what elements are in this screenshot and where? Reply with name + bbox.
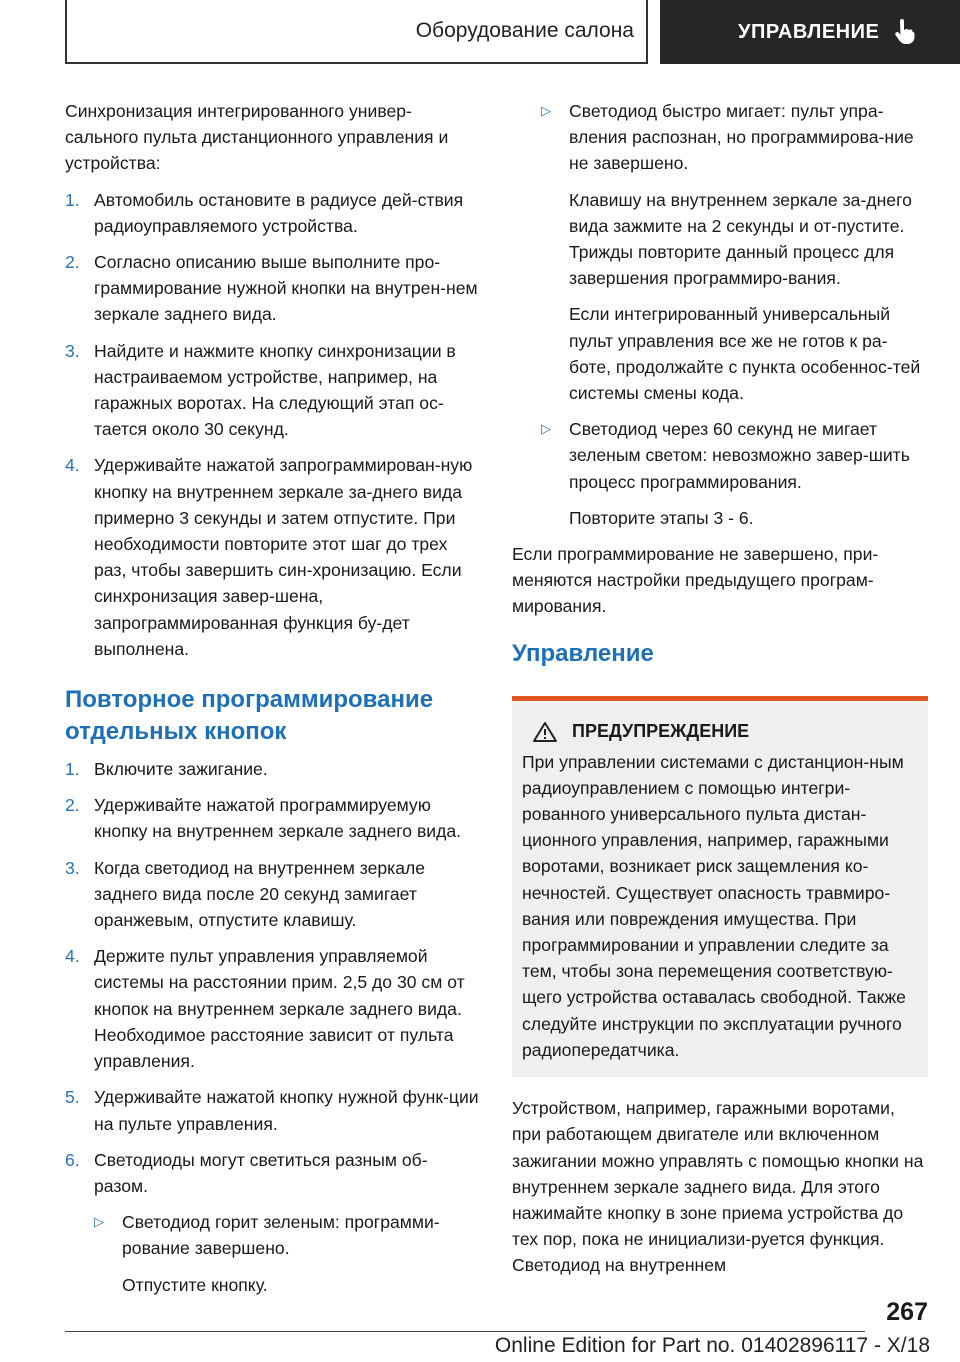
not-completed-paragraph: Если программирование не завершено, при-меняются настройки предыдущего програм-мирования.	[512, 544, 879, 617]
sub-item-no-blink: ▷ Светодиод через 60 секунд не мигает зеленым светом: невозможно завер-шить процесс программирования.	[541, 416, 928, 495]
section-heading-reprogramming: Повторное программирование отдельных кнопок	[65, 686, 434, 746]
triangle-bullet-icon: ▷	[541, 421, 551, 437]
list-item: 4. Удерживайте нажатой запрограммирован-ную кнопку на внутреннем зеркале за-днего вида примерно 3 секунды и затем отпустите. При необходимости повторите этот шаг до трех раз, чтобы завершить син-хронизацию. Если синхронизация завер-шена, запрограммированная функция бу-дет выполнена.	[65, 455, 473, 659]
sub-item-fast-blink-note: Если интегрированный универсальный пульт управления все же не готов к ра-боте, продолжайте с пункта особеннос-тей системы смены кода.	[569, 304, 921, 404]
list-item: 3. Когда светодиод на внутреннем зеркале заднего вида после 20 секунд замигает оранжевым, отпустите клавишу.	[65, 857, 426, 931]
step-6-substeps	[65, 1209, 480, 1298]
sub-item-green: ▷ Светодиод горит зеленым: программи-рование завершено.	[94, 1209, 480, 1261]
sub-item-no-blink-action: Повторите этапы 3 - 6.	[569, 507, 754, 528]
list-item: 5. Удерживайте нажатой кнопку нужной функ-ции на пульте управления.	[65, 1087, 479, 1134]
left-column	[65, 98, 480, 1308]
warning-header	[532, 721, 918, 743]
sub-item-fast-blink-action: Клавишу на внутреннем зеркале за-днего вида зажмите на 2 секунды и от-пустите. Трижды повторите данный процесс для завершения программиро-вания.	[569, 189, 912, 289]
list-item: 1. Включите зажигание.	[65, 759, 268, 780]
list-item: 4. Держите пульт управления управляемой системы на расстоянии прим. 2,5 до 30 см от кнопок на внутреннем зеркале заднего вида. Необходимое расстояние зависит от пульта управления.	[65, 946, 465, 1072]
step-6-substeps-continued	[512, 98, 928, 531]
triangle-bullet-icon: ▷	[541, 103, 551, 118]
chapter-tab[interactable]	[660, 0, 960, 64]
reprogram-steps-list	[65, 756, 480, 1199]
intro-paragraph: Синхронизация интегрированного универ-сального пульта дистанционного управления и устройства:	[65, 101, 449, 174]
sub-item-fast-blink: ▷ Светодиод быстро мигает: пульт упра-вления распознан, но программирова-ние не завершено.	[541, 98, 928, 177]
edition-footer: Online Edition for Part no. 01402896117 - X/18	[494, 1334, 930, 1357]
sub-item-green-action: Отпустите кнопку.	[122, 1274, 268, 1295]
page-number: 267	[886, 1298, 928, 1326]
warning-text: При управлении системами с дистанцион-ным радиоуправлением с помощью интегри-рованного универсального пульта дистан-ционного управления, например, гаражными воротами, возникает риск защемления ко-нечностей. Существует опасность травмиро-вания или повреждения имущества. При программировании и управлении следите за тем, чтобы зона перемещения соответствую-щего устройства оставалась свободной. Также следуйте инструкции по эксплуатации ручного радиопередатчика.	[522, 751, 906, 1060]
warning-box	[512, 696, 928, 1077]
triangle-bullet-icon: ▷	[94, 1214, 104, 1230]
list-item: 1. Автомобиль остановите в радиусе дей-ствия радиоуправляемого устройства.	[65, 189, 464, 236]
footer-divider	[65, 1331, 865, 1332]
list-item: 2. Удерживайте нажатой программируемую кнопку на внутреннем зеркале заднего вида.	[65, 795, 462, 842]
section-heading-operation: Управление	[512, 639, 654, 667]
list-item: 3. Найдите и нажмите кнопку синхронизации в настраиваемом устройстве, например, на гаражных воротах. На следующий этап ос-тается около 30 секунд.	[65, 340, 456, 440]
page-header	[0, 0, 960, 66]
warning-title: ПРЕДУПРЕЖДЕНИЕ	[572, 721, 750, 742]
hand-pointer-icon	[893, 19, 917, 45]
section-title: Оборудование салона	[415, 19, 634, 42]
warning-triangle-icon	[532, 721, 558, 743]
section-tab[interactable]	[65, 0, 648, 64]
list-item: 2. Согласно описанию выше выполните про-граммирование нужной кнопки на внутрен-нем зеркале заднего вида.	[65, 252, 478, 325]
chapter-title: УПРАВЛЕНИЕ	[738, 20, 880, 43]
operation-paragraph: Устройством, например, гаражными воротами, при работающем двигателе или включенном зажигании можно управлять с помощью кнопки на внутреннем зеркале заднего вида. Для этого нажимайте кнопку в зоне приема устройства до тех пор, пока не инициализи-руется функция. Светодиод на внутреннем	[512, 1098, 924, 1276]
right-column	[512, 98, 928, 1289]
list-item: 6. Светодиоды могут светиться разным об-разом.	[65, 1149, 428, 1196]
sync-steps-list	[65, 187, 480, 662]
